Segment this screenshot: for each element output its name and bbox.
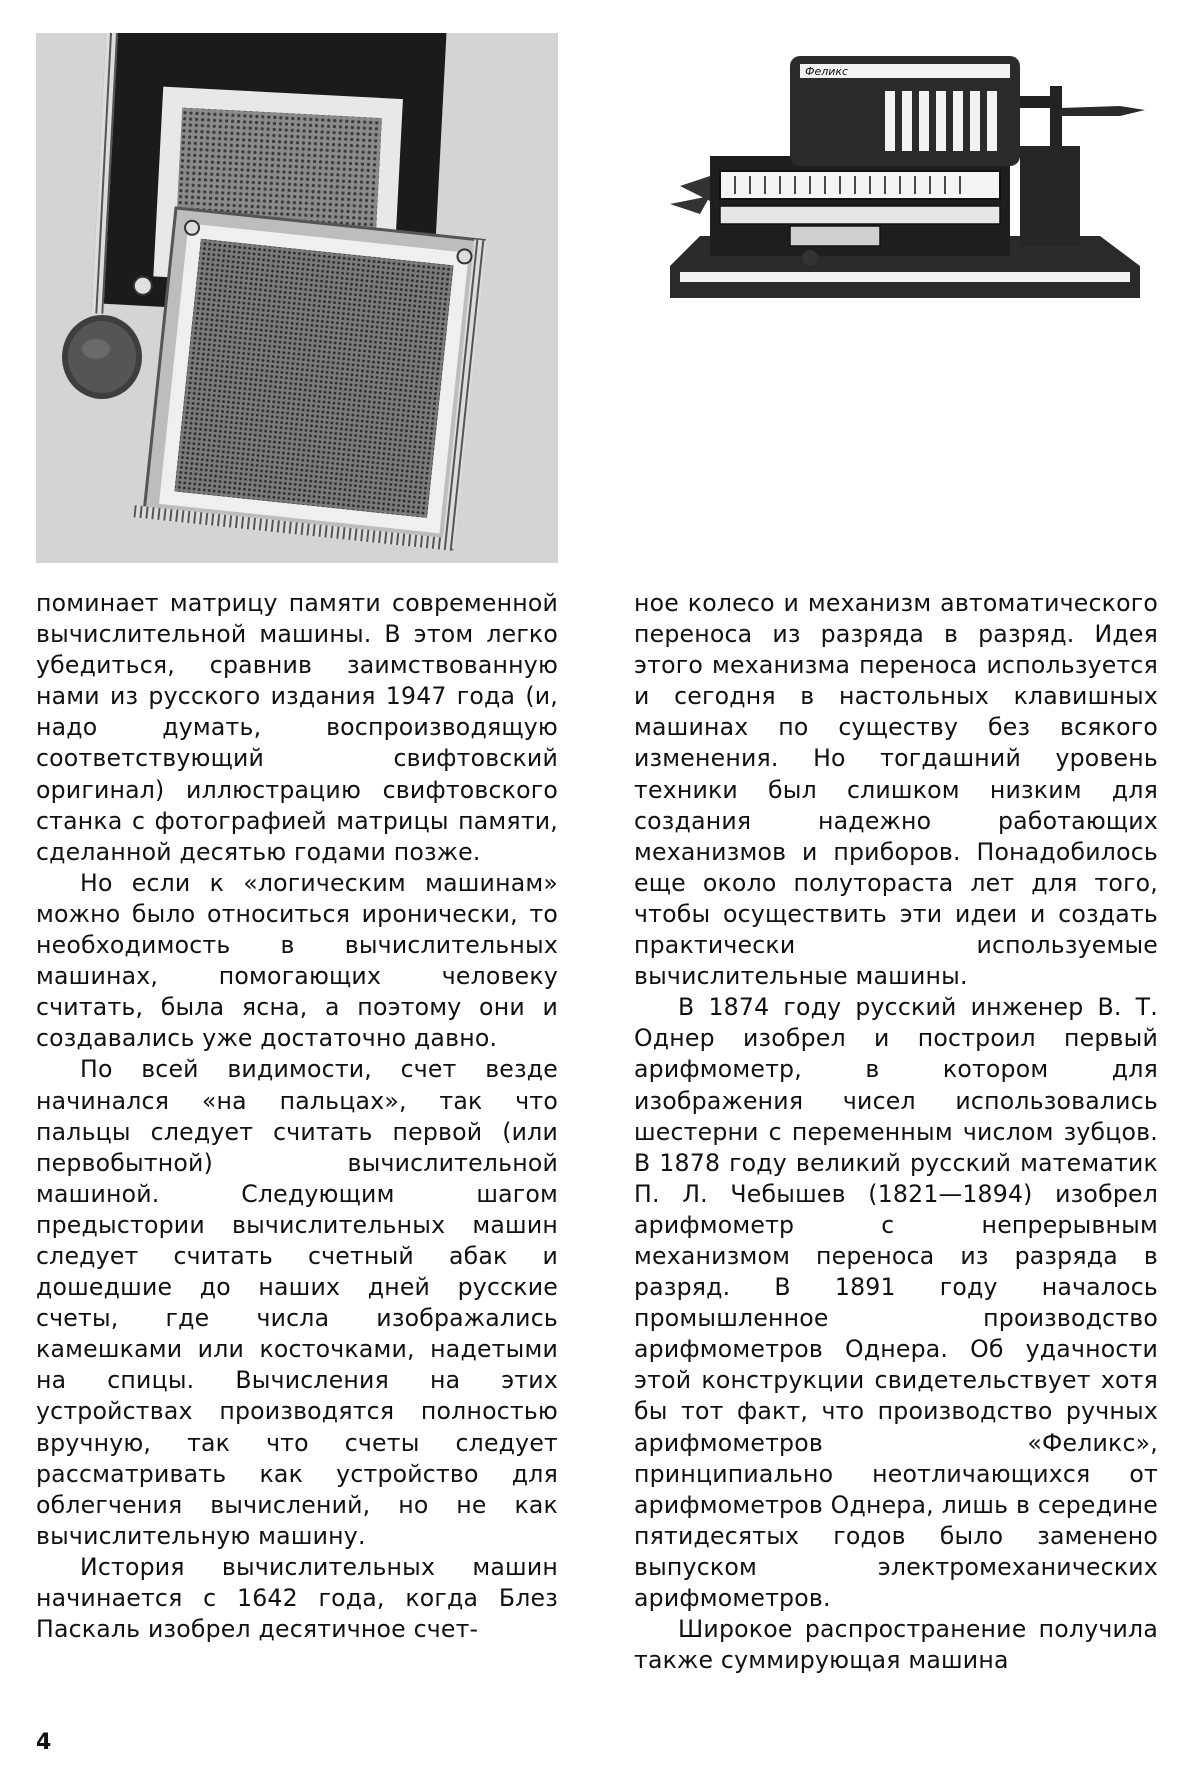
paragraph: История вычислительных машин начинается с 1642 года, когда Блез Паскаль изобрел десятичное счет- [36, 1552, 558, 1644]
paragraph: По всей видимости, счет везде начинался «на пальцах», так что пальцы следует считать первой (или первобытной) вычислительной машиной. Следующим шагом предыстории вычислительных машин следует считать счетный абак и дошедшие до наших дней русские счеты, где числа изображались камешками или косточками, надетыми на спицы. Вычисления на этих устройствах производятся полностью вручную, так что счеты следует рассматривать как устройство для облегчения вычислений, но не как вычислительную машину. [36, 1055, 558, 1550]
paragraph: поминает матрицу памяти современной вычислительной машины. В этом легко убедиться, сравнив заимствованную нами из русского издания 1947 года (и, надо думать, воспроизводящую соответствующий свифтовский оригинал) иллюстрацию свифтовского станка с фотографией матрицы памяти, сделанной десятью годами позже. [36, 589, 558, 866]
left-text-column [36, 588, 558, 1645]
felix-arithmometer-drawing [640, 36, 1170, 336]
calculator-brand-label: Феликс [805, 65, 849, 78]
memory-matrix-photo [36, 33, 558, 563]
page-number: 4 [36, 1730, 52, 1755]
paragraph: Но если к «логическим машинам» можно было относиться иронически, то необходимость в вычислительных машинах, помогающих человеку считать, была ясна, а поэтому они и создавались уже достаточно давно. [36, 868, 558, 1053]
paragraph: ное колесо и механизм автоматического переноса из разряда в разряд. Идея этого механизма переноса используется и сегодня в настольных клавишных машинах по существу без всякого изменения. Но тогдашний уровень техники был слишком низким для создания надежно работающих механизмов и приборов. Понадобилось еще около полутораста лет для того, чтобы осуществить эти идеи и создать практически используемые вычислительные машины. [634, 589, 1158, 991]
paragraph: В 1874 году русский инженер В. Т. Однер изобрел и построил первый арифмометр, в котором для изображения чисел использовались шестерни с переменным числом зубцов. В 1878 году великий русский математик П. Л. Чебышев (1821—1894) изобрел арифмометр с непрерывным механизмом переноса из разряда в разряд. В 1891 году началось промышленное производство арифмометров Однера. Об удачности этой конструкции свидетельствует хотя бы тот факт, что производство ручных арифмометров «Феликс», принципиально неотличающихся от арифмометров Однера, лишь в середине пятидесятых годов было заменено выпуском электромеханических арифмометров. [634, 993, 1158, 1612]
right-text-column [634, 588, 1158, 1676]
paragraph: Широкое распространение получила также суммирующая машина [634, 1615, 1158, 1675]
